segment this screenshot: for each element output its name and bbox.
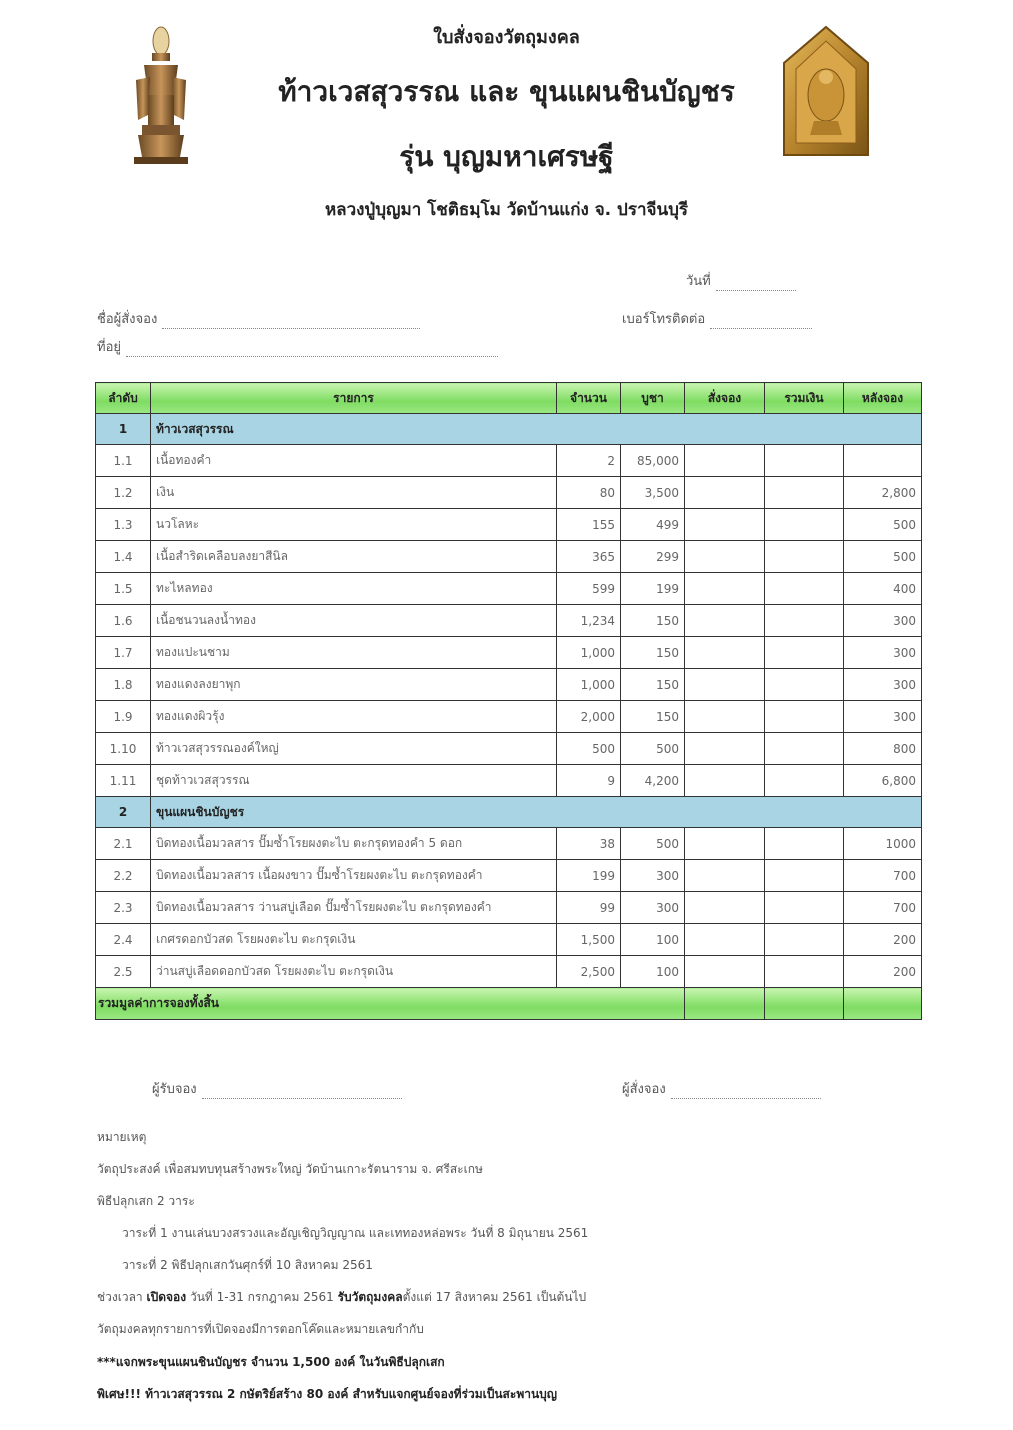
item-reserve[interactable] xyxy=(685,541,765,573)
item-qty: 2,000 xyxy=(557,701,621,733)
grand-total-after xyxy=(844,988,922,1020)
item-qty: 80 xyxy=(557,477,621,509)
item-price: 150 xyxy=(621,701,685,733)
item-name: ทองแปะนชาม xyxy=(151,637,557,669)
header-no: ลำดับ xyxy=(96,383,151,414)
item-no: 2.5 xyxy=(96,956,151,988)
item-reserve[interactable] xyxy=(685,445,765,477)
item-no: 1.4 xyxy=(96,541,151,573)
main-title: ท้าวเวสสุวรรณ และ ขุนแผนชินบัญชร xyxy=(278,75,735,108)
item-no: 1.10 xyxy=(96,733,151,765)
item-price: 500 xyxy=(621,828,685,860)
item-price: 100 xyxy=(621,956,685,988)
group-name: ขุนแผนชินบัญชร xyxy=(151,797,922,828)
item-no: 2.3 xyxy=(96,892,151,924)
table-header-row xyxy=(96,383,922,414)
item-no: 1.8 xyxy=(96,669,151,701)
notes-purpose: วัตถุประสงค์ เพื่อสมทบทุนสร้างพระใหญ่ วัดบ้านเกาะรัตนาราม จ. ศรีสะเกษ xyxy=(97,1162,483,1176)
group-no: 2 xyxy=(96,797,151,828)
subtitle: หลวงปู่บุญมา โชติธมฺโม วัดบ้านแก่ง จ. ปราจีนบุรี xyxy=(324,200,689,220)
item-no: 1.2 xyxy=(96,477,151,509)
item-after: 2,800 xyxy=(844,477,922,509)
order-table xyxy=(95,382,922,1020)
date-label: วันที่ xyxy=(686,274,711,289)
item-after: 1000 xyxy=(844,828,922,860)
item-total[interactable] xyxy=(765,828,844,860)
item-reserve[interactable] xyxy=(685,860,765,892)
item-no: 2.1 xyxy=(96,828,151,860)
table-row xyxy=(96,445,922,477)
item-after: 500 xyxy=(844,541,922,573)
notes-bonus2: พิเศษ!!! ท้าวเวสสุวรรณ 2 กษัตริย์สร้าง 80 องค์ สำหรับแจกศูนย์จองที่ร่วมเป็นสะพานบุญ xyxy=(97,1387,558,1401)
receiver-label: ผู้รับจอง xyxy=(152,1082,197,1097)
group-row xyxy=(96,414,922,445)
item-total[interactable] xyxy=(765,765,844,797)
item-qty: 99 xyxy=(557,892,621,924)
item-name: ทองแดงผิวรุ้ง xyxy=(151,701,557,733)
item-price: 300 xyxy=(621,892,685,924)
item-reserve[interactable] xyxy=(685,637,765,669)
receiver-signature[interactable] xyxy=(152,1078,402,1099)
item-reserve[interactable] xyxy=(685,892,765,924)
item-total[interactable] xyxy=(765,701,844,733)
item-no: 1.1 xyxy=(96,445,151,477)
item-price: 150 xyxy=(621,669,685,701)
item-no: 1.6 xyxy=(96,605,151,637)
item-price: 500 xyxy=(621,733,685,765)
item-qty: 599 xyxy=(557,573,621,605)
item-name: เงิน xyxy=(151,477,557,509)
item-after: 700 xyxy=(844,892,922,924)
item-after xyxy=(844,445,922,477)
table-row xyxy=(96,956,922,988)
item-after: 300 xyxy=(844,605,922,637)
item-total[interactable] xyxy=(765,605,844,637)
notes-round1: วาระที่ 1 งานเล่นบวงสรวงและอัญเชิญวิญญาณ และเททองหล่อพระ วันที่ 8 มิถุนายน 2561 xyxy=(122,1226,589,1240)
address-label: ที่อยู่ xyxy=(97,340,121,355)
item-reserve[interactable] xyxy=(685,765,765,797)
item-total[interactable] xyxy=(765,509,844,541)
item-total[interactable] xyxy=(765,892,844,924)
item-after: 300 xyxy=(844,669,922,701)
item-after: 400 xyxy=(844,573,922,605)
item-reserve[interactable] xyxy=(685,477,765,509)
item-price: 3,500 xyxy=(621,477,685,509)
item-after: 700 xyxy=(844,860,922,892)
item-total[interactable] xyxy=(765,445,844,477)
table-row xyxy=(96,860,922,892)
booking-open: เปิดจอง xyxy=(146,1290,187,1304)
item-reserve[interactable] xyxy=(685,828,765,860)
series-title: รุ่น บุญมหาเศรษฐี xyxy=(399,140,614,173)
header-reserve: สั่งจอง xyxy=(685,383,765,414)
notes-reserve-right: วัตถุมงคลทุกรายการที่เปิดจองมีการตอกโค๊ดและหมายเลขกำกับ xyxy=(97,1322,424,1336)
item-reserve[interactable] xyxy=(685,924,765,956)
item-after: 300 xyxy=(844,637,922,669)
grand-total-label: รวมมูลค่าการจองทั้งสิ้น xyxy=(96,988,685,1020)
notes-bonus1: ***แจกพระขุนแผนชินบัญชร จำนวน 1,500 องค์ ในวันพิธีปลุกเสก xyxy=(97,1355,445,1369)
item-qty: 1,000 xyxy=(557,669,621,701)
item-name: ชุดท้าวเวสสุวรรณ xyxy=(151,765,557,797)
item-name: นวโลหะ xyxy=(151,509,557,541)
item-name: บิดทองเนื้อมวลสาร ปั๊มซ้ำโรยผงตะไบ ตะกรุดทองคำ 5 ดอก xyxy=(151,828,557,860)
booking-middle: วันที่ 1-31 กรกฎาคม 2561 xyxy=(189,1290,334,1304)
item-qty: 1,234 xyxy=(557,605,621,637)
item-name: ท้าวเวสสุวรรณองค์ใหญ่ xyxy=(151,733,557,765)
booking-receive: รับวัตถุมงคล xyxy=(337,1290,403,1304)
group-name: ท้าวเวสสุวรรณ xyxy=(151,414,922,445)
item-price: 499 xyxy=(621,509,685,541)
phone-line xyxy=(710,314,812,329)
item-price: 100 xyxy=(621,924,685,956)
item-no: 1.3 xyxy=(96,509,151,541)
item-reserve[interactable] xyxy=(685,956,765,988)
item-name: เกศรดอกบัวสด โรยผงตะไบ ตะกรุดเงิน xyxy=(151,924,557,956)
item-total[interactable] xyxy=(765,669,844,701)
item-reserve[interactable] xyxy=(685,733,765,765)
item-name: บิดทองเนื้อมวลสาร ว่านสบู่เลือด ปั๊มซ้ำโรยผงตะไบ ตะกรุดทองคำ xyxy=(151,892,557,924)
table-row xyxy=(96,605,922,637)
item-qty: 1,000 xyxy=(557,637,621,669)
table-row xyxy=(96,509,922,541)
item-price: 299 xyxy=(621,541,685,573)
item-name: บิดทองเนื้อมวลสาร เนื้อผงขาว ปั๊มซ้ำโรยผงตะไบ ตะกรุดทองคำ xyxy=(151,860,557,892)
address-line xyxy=(126,342,498,357)
item-after: 6,800 xyxy=(844,765,922,797)
item-name: เนื้อทองคำ xyxy=(151,445,557,477)
date-field[interactable] xyxy=(686,270,796,291)
table-row xyxy=(96,924,922,956)
item-no: 1.5 xyxy=(96,573,151,605)
group-row xyxy=(96,797,922,828)
item-no: 2.4 xyxy=(96,924,151,956)
item-total[interactable] xyxy=(765,733,844,765)
item-after: 300 xyxy=(844,701,922,733)
item-qty: 2 xyxy=(557,445,621,477)
table-row xyxy=(96,733,922,765)
header-total: รวมเงิน xyxy=(765,383,844,414)
notes-ceremony-count: พิธีปลุกเสก 2 วาระ xyxy=(97,1194,195,1208)
item-price: 150 xyxy=(621,605,685,637)
name-line xyxy=(162,314,420,329)
notes-booking-period xyxy=(97,1288,586,1307)
item-qty: 9 xyxy=(557,765,621,797)
item-total[interactable] xyxy=(765,924,844,956)
grand-total-amount[interactable] xyxy=(765,988,844,1020)
notes-round2: วาระที่ 2 พิธีปลุกเสกวันศุกร์ที่ 10 สิงหาคม 2561 xyxy=(122,1258,373,1272)
item-total[interactable] xyxy=(765,477,844,509)
orderer-signature[interactable] xyxy=(622,1078,821,1099)
item-qty: 1,500 xyxy=(557,924,621,956)
table-row xyxy=(96,828,922,860)
header-qty: จำนวน xyxy=(557,383,621,414)
item-qty: 2,500 xyxy=(557,956,621,988)
item-name: เนื้อสำริดเคลือบลงยาสีนิล xyxy=(151,541,557,573)
name-field[interactable] xyxy=(97,308,420,329)
item-price: 300 xyxy=(621,860,685,892)
item-no: 1.9 xyxy=(96,701,151,733)
header-price: บูชา xyxy=(621,383,685,414)
date-line xyxy=(716,276,796,291)
receiver-line xyxy=(202,1084,402,1099)
item-name: ทองแดงลงยาพุก xyxy=(151,669,557,701)
item-total[interactable] xyxy=(765,541,844,573)
booking-suffix: ตั้งแต่ 17 สิงหาคม 2561 เป็นต้นไป xyxy=(402,1290,587,1304)
item-price: 199 xyxy=(621,573,685,605)
item-price: 85,000 xyxy=(621,445,685,477)
item-reserve[interactable] xyxy=(685,509,765,541)
item-qty: 500 xyxy=(557,733,621,765)
table-row xyxy=(96,669,922,701)
header-item: รายการ xyxy=(151,383,557,414)
item-qty: 199 xyxy=(557,860,621,892)
item-name: เนื้อชนวนลงน้ำทอง xyxy=(151,605,557,637)
table-row xyxy=(96,637,922,669)
item-qty: 155 xyxy=(557,509,621,541)
address-field[interactable] xyxy=(97,336,498,357)
table-row xyxy=(96,892,922,924)
item-after: 200 xyxy=(844,956,922,988)
item-total[interactable] xyxy=(765,637,844,669)
item-price: 4,200 xyxy=(621,765,685,797)
table-row xyxy=(96,541,922,573)
item-reserve[interactable] xyxy=(685,573,765,605)
item-no: 1.11 xyxy=(96,765,151,797)
form-title: ใบสั่งจองวัตถุมงคล xyxy=(433,27,580,48)
item-qty: 38 xyxy=(557,828,621,860)
grand-total-reserve[interactable] xyxy=(685,988,765,1020)
header-after: หลังจอง xyxy=(844,383,922,414)
item-name: ทะไหลทอง xyxy=(151,573,557,605)
phone-field[interactable] xyxy=(622,308,812,329)
orderer-line xyxy=(671,1084,821,1099)
table-row xyxy=(96,765,922,797)
notes-heading: หมายเหตุ xyxy=(97,1130,147,1144)
item-reserve[interactable] xyxy=(685,701,765,733)
item-total[interactable] xyxy=(765,956,844,988)
table-row xyxy=(96,573,922,605)
item-after: 500 xyxy=(844,509,922,541)
item-name: ว่านสบู่เลือดดอกบัวสด โรยผงตะไบ ตะกรุดเงิน xyxy=(151,956,557,988)
orderer-label: ผู้สั่งจอง xyxy=(622,1082,666,1097)
item-after: 800 xyxy=(844,733,922,765)
name-label: ชื่อผู้สั่งจอง xyxy=(97,312,158,327)
item-total[interactable] xyxy=(765,860,844,892)
item-reserve[interactable] xyxy=(685,669,765,701)
grand-total-row xyxy=(96,988,922,1020)
table-row xyxy=(96,701,922,733)
item-after: 200 xyxy=(844,924,922,956)
item-reserve[interactable] xyxy=(685,605,765,637)
item-total[interactable] xyxy=(765,573,844,605)
phone-label: เบอร์โทรติดต่อ xyxy=(622,312,706,327)
group-no: 1 xyxy=(96,414,151,445)
booking-prefix: ช่วงเวลา xyxy=(97,1290,143,1304)
item-qty: 365 xyxy=(557,541,621,573)
item-no: 1.7 xyxy=(96,637,151,669)
table-row xyxy=(96,477,922,509)
item-no: 2.2 xyxy=(96,860,151,892)
item-price: 150 xyxy=(621,637,685,669)
